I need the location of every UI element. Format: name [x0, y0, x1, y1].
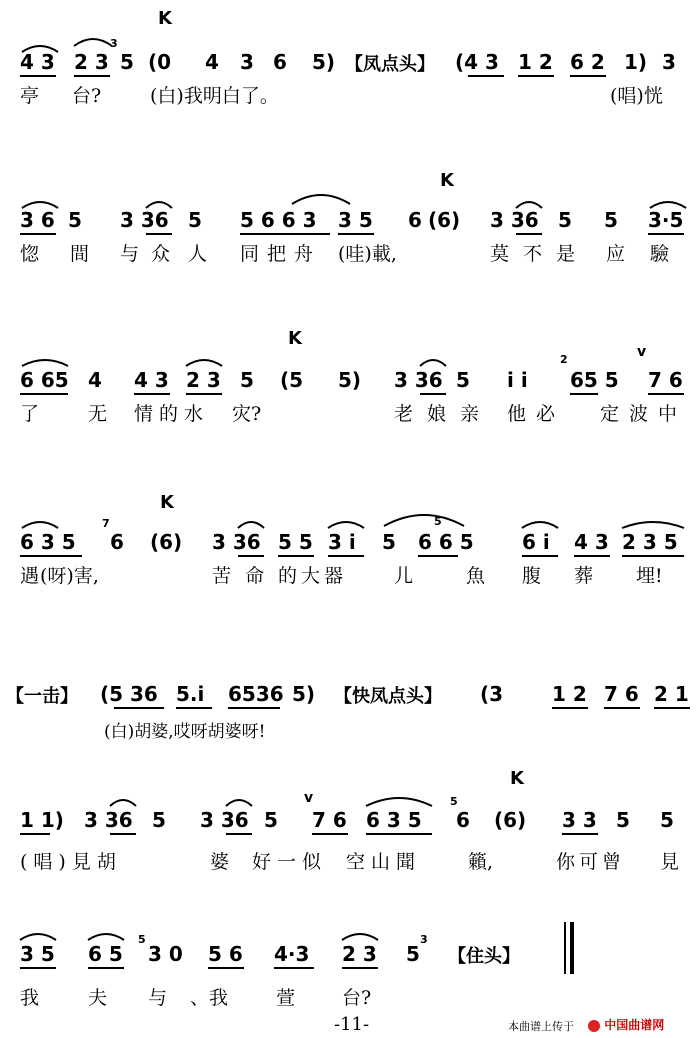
underline	[278, 555, 314, 557]
note-group: 6 i	[522, 530, 550, 554]
note-group: (0	[148, 50, 172, 74]
underline	[134, 393, 170, 395]
note-group: 2 3 5	[622, 530, 678, 554]
lyric: 人	[188, 243, 208, 265]
underline	[468, 75, 504, 77]
note-group: 5.i	[176, 682, 205, 706]
note-group: 4 3	[134, 368, 169, 392]
slur	[108, 794, 138, 808]
underline	[366, 833, 432, 835]
lyric: 夫	[88, 987, 108, 1009]
lyric: 同把舟	[240, 243, 322, 265]
note-group: 3 5	[338, 208, 373, 232]
note-group: 5)	[292, 682, 316, 706]
lyric: 婆	[210, 851, 230, 873]
note-group: 3 36	[200, 808, 249, 832]
underline	[176, 707, 212, 709]
lyric: 台?	[342, 987, 372, 1009]
note-group: 5	[558, 208, 572, 232]
note-group: 6 2	[570, 50, 605, 74]
slur	[20, 516, 60, 530]
underline	[516, 233, 542, 235]
underline	[88, 967, 124, 969]
note-group: 6 6 5	[418, 530, 474, 554]
lyric: (呀)害,	[40, 565, 99, 587]
underline	[570, 393, 598, 395]
slur	[648, 196, 688, 210]
underline	[420, 393, 446, 395]
note-group: 3 36	[490, 208, 539, 232]
lyric: 空山聞	[346, 851, 422, 873]
grace-note: 2	[560, 353, 568, 366]
lyric: 好一似	[252, 851, 328, 873]
note-group: (6)	[428, 208, 461, 232]
underline	[622, 555, 684, 557]
underline	[648, 233, 684, 235]
underline	[20, 393, 68, 395]
lyric: 灾?	[232, 403, 262, 425]
note-group: 5	[188, 208, 202, 232]
note-group: 3 36	[84, 808, 133, 832]
lyric: (哇)載,	[338, 243, 397, 265]
slur	[520, 516, 560, 530]
logo-text: 中国曲谱网	[604, 1018, 665, 1032]
lyric: 亭	[20, 85, 40, 107]
slur	[20, 196, 60, 210]
underline	[208, 967, 244, 969]
note-group: 6 5	[88, 942, 123, 966]
lyric: 无	[88, 403, 108, 425]
lyric: 莫不是	[490, 243, 590, 265]
lyric: 萱	[276, 987, 296, 1009]
lyric: (白)胡婆,哎呀胡婆呀!	[104, 722, 266, 742]
lyric: 間	[70, 243, 90, 265]
section-tag: 【一击】	[6, 686, 78, 707]
grace-note: 5	[434, 515, 442, 528]
underline	[238, 555, 264, 557]
lyric: 他必	[507, 403, 566, 425]
note-group: 2 3	[342, 942, 377, 966]
k-mark: K	[158, 8, 172, 29]
underline	[312, 833, 348, 835]
slur	[290, 186, 352, 206]
underline	[342, 967, 378, 969]
note-group: 2 3	[74, 50, 109, 74]
lyric: (唱)見胡	[20, 851, 122, 873]
note-group: (6)	[150, 530, 183, 554]
k-mark: K	[510, 768, 524, 789]
underline	[574, 555, 610, 557]
lyric: 埋!	[636, 565, 663, 587]
note-group: 5	[264, 808, 278, 832]
note-group: 5	[382, 530, 396, 554]
final-barline	[570, 922, 574, 974]
grace-note: 7	[102, 517, 110, 530]
slur	[20, 40, 60, 54]
note-group: 5	[406, 942, 420, 966]
note-group: 3 0	[148, 942, 183, 966]
note-group: 5	[120, 50, 134, 74]
slur	[72, 32, 114, 48]
slur	[184, 354, 224, 368]
note-group: 3·5	[648, 208, 684, 232]
note-group: 3	[240, 50, 254, 74]
underline	[228, 707, 280, 709]
lyric: 腹	[522, 565, 542, 587]
underline	[20, 967, 56, 969]
lyric: 台?	[72, 85, 102, 107]
note-group: 1 2	[518, 50, 553, 74]
note-group: 1 1)	[20, 808, 64, 832]
slur	[364, 790, 434, 808]
slur	[326, 516, 366, 530]
breath-mark: v	[637, 344, 647, 360]
lyric: 驗	[650, 243, 670, 265]
k-mark: K	[288, 328, 302, 349]
slur	[144, 196, 174, 210]
lyric: 老娘亲	[394, 403, 494, 425]
note-group: i i	[507, 368, 528, 392]
note-group: (6)	[494, 808, 527, 832]
underline	[146, 233, 172, 235]
note-group: 5	[68, 208, 82, 232]
note-group: 5 6 6 3	[240, 208, 317, 232]
lyric: 你可曾	[556, 851, 626, 873]
lyric: 惚	[20, 243, 40, 265]
lyric: 我	[20, 987, 40, 1009]
k-mark: K	[440, 170, 454, 191]
underline	[648, 393, 684, 395]
note-group: 5	[616, 808, 630, 832]
note-group: 3 i	[328, 530, 356, 554]
underline	[226, 833, 252, 835]
note-group: 5	[660, 808, 674, 832]
underline	[338, 233, 374, 235]
underline	[74, 75, 110, 77]
slur	[224, 794, 254, 808]
note-group: 4 3	[574, 530, 609, 554]
underline	[552, 707, 588, 709]
page-number: -11-	[334, 1014, 370, 1035]
slur	[382, 504, 466, 528]
note-group: 7 6	[648, 368, 683, 392]
breath-mark: v	[304, 790, 314, 806]
lyric: 情的水	[134, 403, 210, 425]
note-group: 1 2	[552, 682, 587, 706]
lyric: 了	[20, 403, 40, 425]
grace-note: 3	[420, 933, 428, 946]
lyric: 見	[660, 851, 680, 873]
underline	[114, 707, 164, 709]
final-barline	[564, 922, 566, 974]
underline	[562, 833, 598, 835]
slur	[340, 928, 380, 942]
section-tag: 【凤点头】	[345, 54, 435, 75]
note-group: 6 65	[20, 368, 69, 392]
note-group: 6 3 5	[366, 808, 422, 832]
note-group: 3 36	[120, 208, 169, 232]
note-group: 5	[240, 368, 254, 392]
underline	[20, 75, 56, 77]
note-group: 6536	[228, 682, 284, 706]
underline	[20, 833, 50, 835]
slur	[236, 516, 266, 530]
underline	[20, 555, 82, 557]
note-group: 5 5	[278, 530, 313, 554]
lyric: 应	[606, 243, 626, 265]
underline	[418, 555, 458, 557]
grace-note: 5	[138, 933, 146, 946]
note-group: 1)	[624, 50, 648, 74]
note-group: 7 6	[604, 682, 639, 706]
note-group: 3 36	[394, 368, 443, 392]
underline	[570, 75, 606, 77]
lyric: 魚	[466, 565, 486, 587]
section-tag: 【住头】	[448, 946, 520, 967]
note-group: 6 3 5	[20, 530, 76, 554]
note-group: 3 36	[212, 530, 261, 554]
note-group: 3 3	[562, 808, 597, 832]
note-group: 4 3	[20, 50, 55, 74]
lyric: 苦命	[212, 565, 279, 587]
k-mark: K	[160, 492, 174, 513]
note-group: 5	[456, 368, 470, 392]
note-group: 2 1	[654, 682, 689, 706]
lyric: (白)我明白了。	[150, 85, 279, 107]
note-group: 5	[152, 808, 166, 832]
slur	[620, 516, 686, 530]
grace-note: 3	[110, 37, 118, 50]
lyric: 遇	[20, 565, 40, 587]
lyric: 籟,	[468, 851, 494, 873]
note-group: 5)	[338, 368, 362, 392]
slur	[18, 928, 58, 942]
note-group: 4	[205, 50, 219, 74]
note-group: 7 6	[312, 808, 347, 832]
underline	[110, 833, 136, 835]
lyric: 定波中	[600, 403, 688, 425]
underline	[604, 707, 640, 709]
underline	[518, 75, 554, 77]
lyric: 葬	[574, 565, 594, 587]
lyric: 、我	[190, 987, 229, 1009]
lyric: 儿	[394, 565, 414, 587]
grace-note: 5	[450, 795, 458, 808]
site-logo	[588, 1016, 664, 1033]
note-group: 5)	[312, 50, 336, 74]
slur	[86, 928, 126, 942]
underline	[328, 555, 364, 557]
underline	[20, 233, 56, 235]
underline	[186, 393, 222, 395]
note-group: 6	[408, 208, 422, 232]
note-group: 65 5	[570, 368, 619, 392]
note-group: 6	[273, 50, 287, 74]
note-group: 3	[662, 50, 676, 74]
underline	[240, 233, 330, 235]
footer-note: 本曲谱上传于	[508, 1020, 574, 1033]
underline	[274, 967, 314, 969]
note-group: (5	[280, 368, 304, 392]
note-group: 3 6	[20, 208, 55, 232]
underline	[654, 707, 690, 709]
lyric: 与	[148, 987, 168, 1009]
note-group: 6	[456, 808, 470, 832]
slur	[418, 354, 448, 368]
lyric: 与众	[120, 243, 183, 265]
note-group: (4 3	[455, 50, 499, 74]
note-group: 2 3	[186, 368, 221, 392]
note-group: 5	[604, 208, 618, 232]
lyric: 的大器	[278, 565, 348, 587]
note-group: 6	[110, 530, 124, 554]
note-group: 4·3	[274, 942, 310, 966]
logo-icon	[588, 1020, 600, 1032]
lyric: (唱)恍	[610, 85, 663, 107]
slur	[514, 196, 544, 210]
note-group: (5 36	[100, 682, 158, 706]
section-tag: 【快凤点头】	[334, 686, 442, 707]
note-group: (3	[480, 682, 504, 706]
note-group: 3 5	[20, 942, 55, 966]
slur	[20, 354, 70, 368]
note-group: 4	[88, 368, 102, 392]
underline	[522, 555, 558, 557]
note-group: 5 6	[208, 942, 243, 966]
